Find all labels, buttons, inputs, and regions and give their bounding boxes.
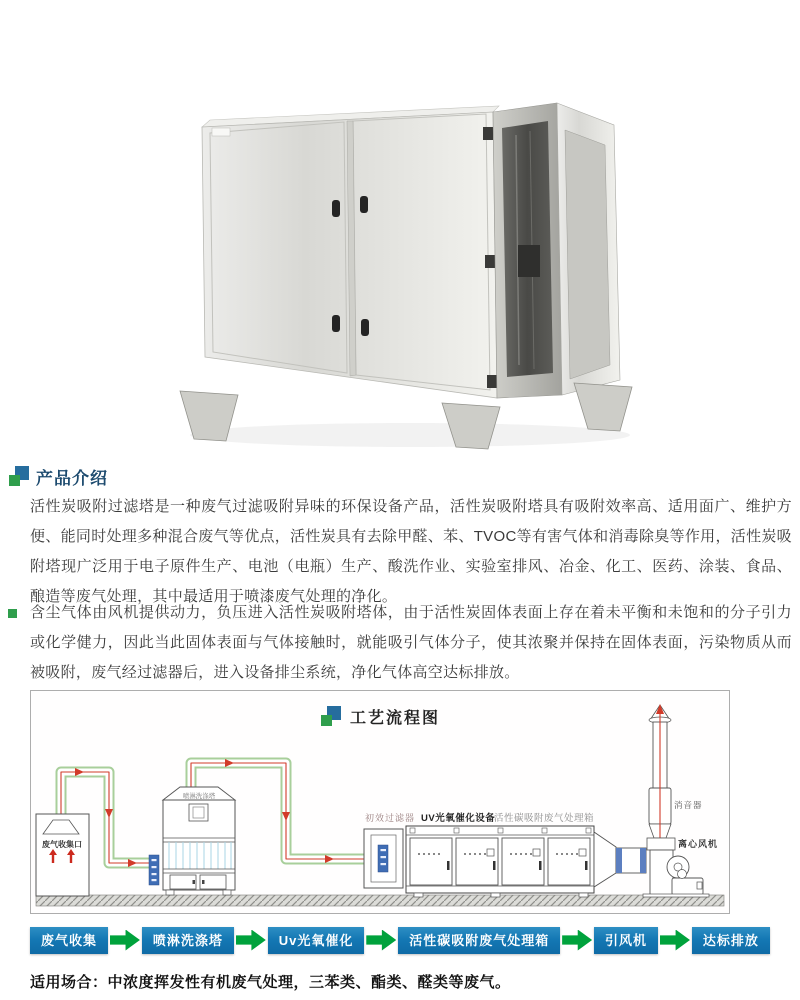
name-plate — [212, 128, 230, 136]
pre-filter-unit — [364, 829, 403, 888]
section-square-icon — [320, 706, 341, 727]
diagram-header — [31, 705, 729, 728]
flow-arrow-icon — [110, 930, 140, 951]
outlet-duct — [594, 832, 646, 887]
bullet-square-icon — [8, 609, 17, 618]
collection-label: 废气收集口 — [42, 840, 82, 849]
flow-step: 达标排放 — [692, 927, 770, 954]
intro-header — [8, 464, 108, 489]
process-diagram-panel — [30, 690, 730, 914]
cabinet-body — [180, 103, 632, 449]
flow-steps — [30, 926, 770, 954]
section-square-icon — [8, 466, 29, 487]
intro-paragraph-1: 活性炭吸附过滤塔是一种废气过滤吸附异味的环保设备产品，活性炭吸附塔具有吸附效率高、适用面广、维护方便、能同时处理多种混合废气等优点，活性炭具有去除甲醛、苯、TVOC等有害气体和消毒除臭等作用，活性炭吸附塔现广泛用于电子原件生产、电池（电瓶）生产、酸洗作业、实验室排风、冶金、化工、医药、涂装、食品、酿造等废气处理，其中最适用于喷漆废气处理的净化。 — [30, 498, 792, 605]
pre-filter-label: 初效过滤器 — [365, 813, 416, 823]
flow-arrow-icon — [660, 930, 690, 951]
application-note: 适用场合：中浓度挥发性有机废气处理，三苯类、酯类、醛类等废气。 — [30, 974, 511, 991]
flow-arrow-icon — [562, 930, 592, 951]
flow-step: 废气收集 — [30, 927, 108, 954]
fan-label: 离心风机 — [678, 839, 719, 849]
carbon-unit-label: 活性碳吸附废气处理箱 — [494, 813, 595, 824]
ground-strip — [36, 895, 724, 906]
intro-paragraph-2: 含尘气体由风机提供动力，负压进入活性炭吸附塔体，由于活性炭固体表面上存在着未平衡和未饱和的分子引力或化学健力，因此当此固体表面与气体接触时，就能吸引气体分子，使其浓聚并保持在固体表面，污染物质从而被吸附，废气经过滤器后，进入设备排尘系统，净化气体高空达标排放。 — [30, 604, 792, 681]
flow-step: Uv光氧催化 — [268, 927, 365, 954]
spray-tower — [149, 787, 235, 895]
intro-title: 产品介绍 — [36, 469, 108, 488]
tower-label: 喷淋洗涤塔 — [182, 793, 216, 800]
flow-arrow-icon — [366, 930, 396, 951]
flow-arrow-icon — [236, 930, 266, 951]
silencer-label: 消音器 — [674, 800, 703, 810]
flow-step: 喷淋洗涤塔 — [142, 927, 234, 954]
uv-unit-label: UV光氧催化设备 — [421, 813, 496, 824]
gas-collection-hood — [36, 814, 89, 896]
product-photo — [150, 35, 670, 455]
flow-step: 活性碳吸附废气处理箱 — [398, 927, 560, 954]
flow-step: 引风机 — [594, 927, 658, 954]
inlet-plate — [149, 855, 159, 885]
green-square-icon — [9, 475, 20, 486]
green-square-icon — [321, 715, 332, 726]
diagram-title: 工艺流程图 — [349, 710, 440, 727]
uv-carbon-unit — [406, 826, 594, 897]
